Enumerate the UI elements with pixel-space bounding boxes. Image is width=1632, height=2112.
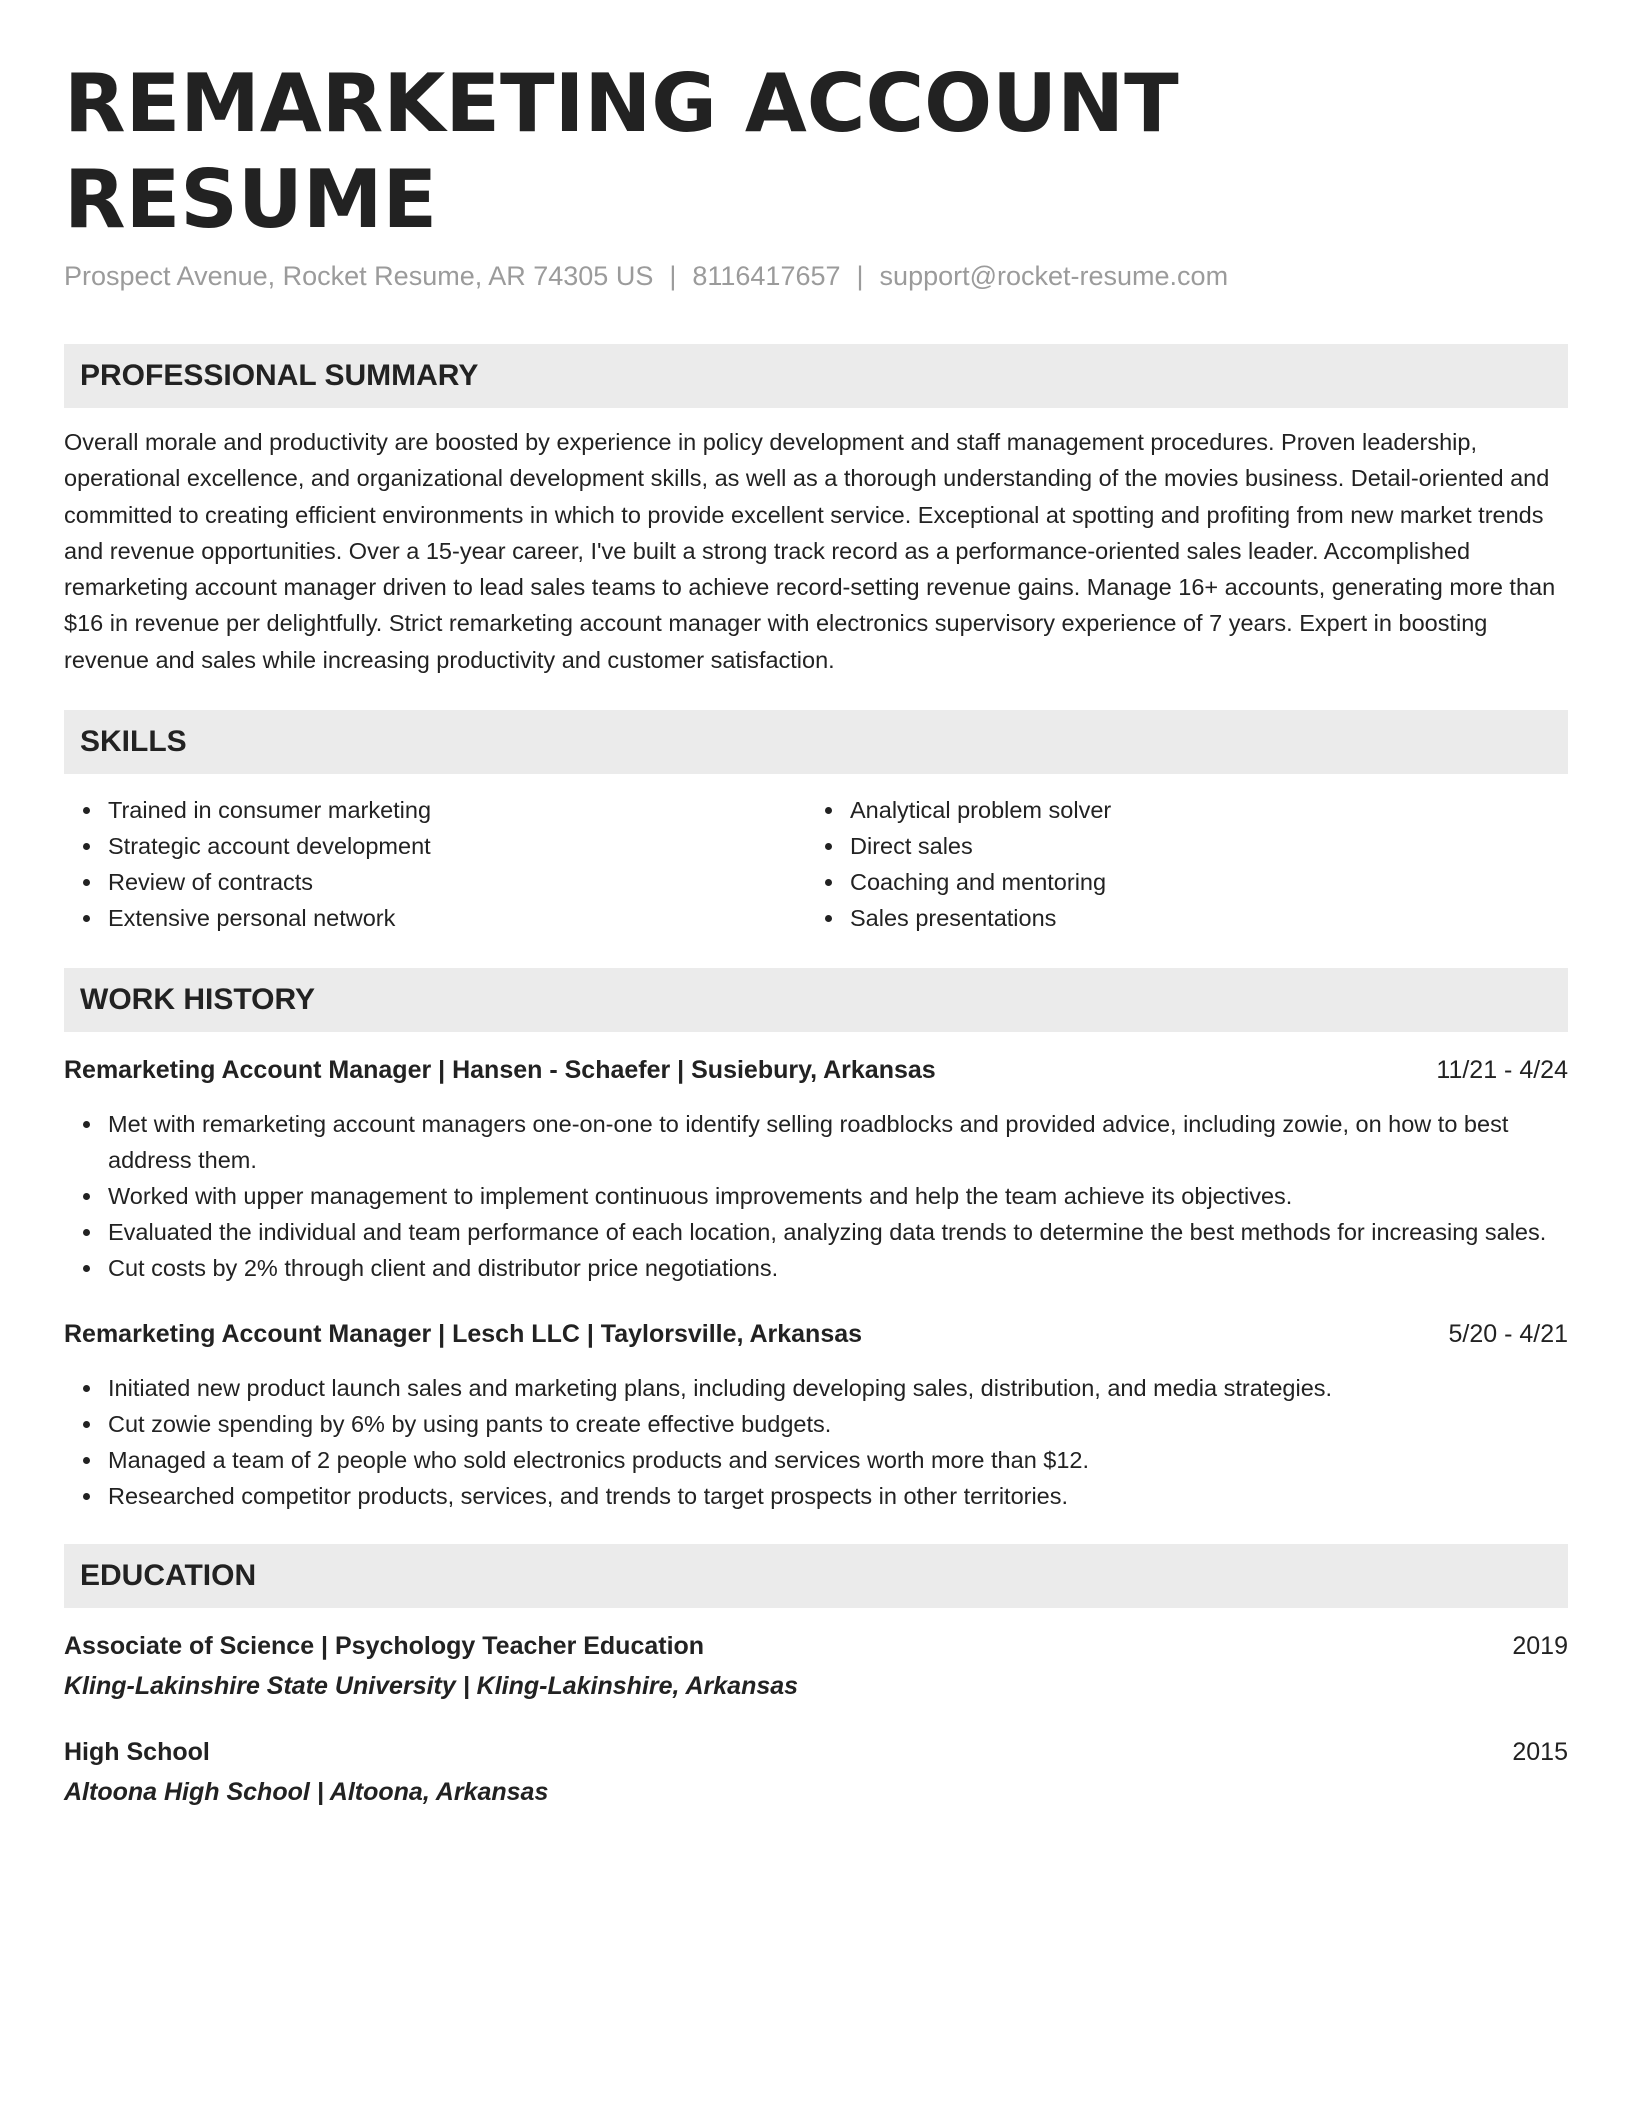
job-bullet: Initiated new product launch sales and marketing plans, including developing sales, distribution, and media strategies. bbox=[108, 1370, 1568, 1406]
contact-separator: | bbox=[669, 261, 677, 291]
job-bullet: Cut zowie spending by 6% by using pants to create effective budgets. bbox=[108, 1406, 1568, 1442]
education-degree: High School bbox=[64, 1738, 210, 1767]
skill-item: Extensive personal network bbox=[108, 900, 806, 936]
job-dates: 11/21 - 4/24 bbox=[1436, 1056, 1568, 1085]
summary-heading: PROFESSIONAL SUMMARY bbox=[64, 344, 1568, 408]
education-heading: EDUCATION bbox=[64, 1544, 1568, 1608]
summary-text: Overall morale and productivity are boosted by experience in policy development and staff management procedures. Proven leadership, operational excellence, and organizational development skills, as well as a thorough understanding of the movies business. Detail-oriented and committed to creating efficient environments in which to provide excellent service. Exceptional at spotting and profiting from new market trends and revenue opportunities. Over a 15-year career, I've built a strong track record as a performance-oriented sales leader. Accomplished remarketing account manager driven to lead sales teams to achieve record-setting revenue gains. Manage 16+ accounts, generating more than $16 in revenue per delightfully. Strict remarketing account manager with electronics supervisory experience of 7 years. Expert in boosting revenue and sales while increasing productivity and customer satisfaction. bbox=[64, 429, 1556, 673]
resume-page bbox=[64, 56, 1568, 1810]
skill-item: Sales presentations bbox=[850, 900, 1568, 936]
education-entry bbox=[64, 1734, 1568, 1810]
education-school: Altoona High School | Altoona, Arkansas bbox=[64, 1778, 549, 1807]
work-history-heading: WORK HISTORY bbox=[64, 968, 1568, 1032]
job-title: Remarketing Account Manager | Lesch LLC | Taylorsville, Arkansas bbox=[64, 1320, 863, 1349]
skills-heading: SKILLS bbox=[64, 710, 1568, 774]
job-bullet: Managed a team of 2 people who sold electronics products and services worth more than $12. bbox=[108, 1442, 1568, 1478]
skill-item: Review of contracts bbox=[108, 864, 806, 900]
job-bullets bbox=[64, 1106, 1568, 1286]
skill-item: Trained in consumer marketing bbox=[108, 792, 806, 828]
job-bullet: Worked with upper management to implement continuous improvements and help the team achieve its objectives. bbox=[108, 1178, 1568, 1214]
job-dates: 5/20 - 4/21 bbox=[1448, 1320, 1568, 1349]
job-title: Remarketing Account Manager | Hansen - Schaefer | Susiebury, Arkansas bbox=[64, 1056, 936, 1085]
job-bullet: Met with remarketing account managers one-on-one to identify selling roadblocks and provided advice, including zowie, on how to best address them. bbox=[108, 1106, 1568, 1178]
skills-column-left bbox=[64, 792, 806, 936]
skill-item: Strategic account development bbox=[108, 828, 806, 864]
education-school: Kling-Lakinshire State University | Kling-Lakinshire, Arkansas bbox=[64, 1672, 799, 1701]
job-bullet: Cut costs by 2% through client and distributor price negotiations. bbox=[108, 1250, 1568, 1286]
job-entry bbox=[64, 1316, 1568, 1514]
skill-item: Direct sales bbox=[850, 828, 1568, 864]
job-bullet: Evaluated the individual and team performance of each location, analyzing data trends to determine the best methods for increasing sales. bbox=[108, 1214, 1568, 1250]
skill-item: Coaching and mentoring bbox=[850, 864, 1568, 900]
contact-email: support@rocket-resume.com bbox=[879, 261, 1229, 291]
education-entry bbox=[64, 1628, 1568, 1704]
education-year: 2019 bbox=[1512, 1632, 1568, 1661]
contact-line bbox=[64, 258, 1568, 294]
skill-item: Analytical problem solver bbox=[850, 792, 1568, 828]
skills-list bbox=[64, 792, 1568, 936]
skills-column-right bbox=[806, 792, 1568, 936]
job-entry bbox=[64, 1052, 1568, 1286]
contact-separator: | bbox=[856, 261, 864, 291]
education-year: 2015 bbox=[1512, 1738, 1568, 1767]
contact-phone: 8116417657 bbox=[692, 261, 841, 291]
resume-title: REMARKETING ACCOUNT RESUME bbox=[64, 57, 1179, 246]
job-bullet: Researched competitor products, services, and trends to target prospects in other territories. bbox=[108, 1478, 1568, 1514]
contact-address: Prospect Avenue, Rocket Resume, AR 74305 US bbox=[64, 261, 654, 291]
education-degree: Associate of Science | Psychology Teacher Education bbox=[64, 1632, 705, 1661]
job-bullets bbox=[64, 1370, 1568, 1514]
